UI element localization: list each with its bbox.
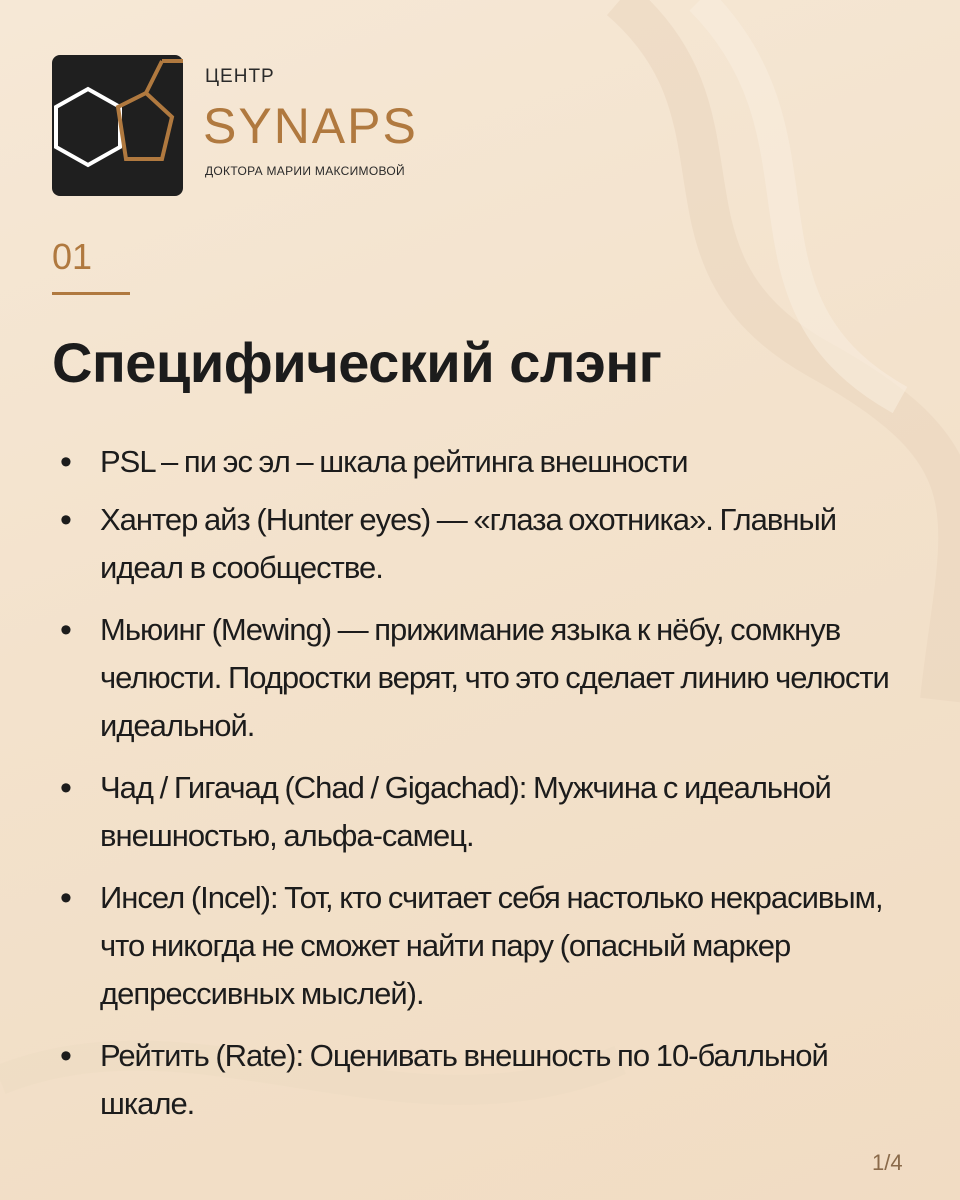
- section-number: 01: [52, 236, 93, 277]
- brand-logo: [52, 55, 183, 196]
- molecule-hexagon-pentagon-icon: [52, 55, 183, 196]
- list-item: • Мьюинг (Mewing) — прижимание языка к нёбу, сомкнув челюсти. Подростки верят, что это сделает линию челюсти идеальной.: [60, 606, 890, 750]
- brand-subtitle: ДОКТОРА МАРИИ МАКСИМОВОЙ: [205, 164, 405, 178]
- list-item: • PSL – пи эс эл – шкала рейтинга внешности: [60, 438, 890, 486]
- slang-list: [60, 438, 890, 1128]
- brand-name: SYNAPS: [203, 98, 418, 154]
- page-title: Специфический слэнг: [52, 331, 662, 394]
- list-item: • Инсел (Incel): Тот, кто считает себя настолько некрасивым, что никогда не сможет найти пару (опасный маркер депрессивных мыслей).: [60, 874, 890, 1018]
- brand-top-label: ЦЕНТР: [205, 66, 275, 87]
- list-item: • Рейтить (Rate): Оценивать внешность по 10-балльной шкале.: [60, 1032, 890, 1128]
- list-item: • Хантер айз (Hunter eyes) — «глаза охотника». Главный идеал в сообществе.: [60, 496, 890, 592]
- section-divider: [52, 292, 130, 295]
- page-counter: 1/4: [872, 1150, 903, 1175]
- list-item: • Чад / Гигачад (Chad / Gigachad): Мужчина с идеальной внешностью, альфа-самец.: [60, 764, 890, 860]
